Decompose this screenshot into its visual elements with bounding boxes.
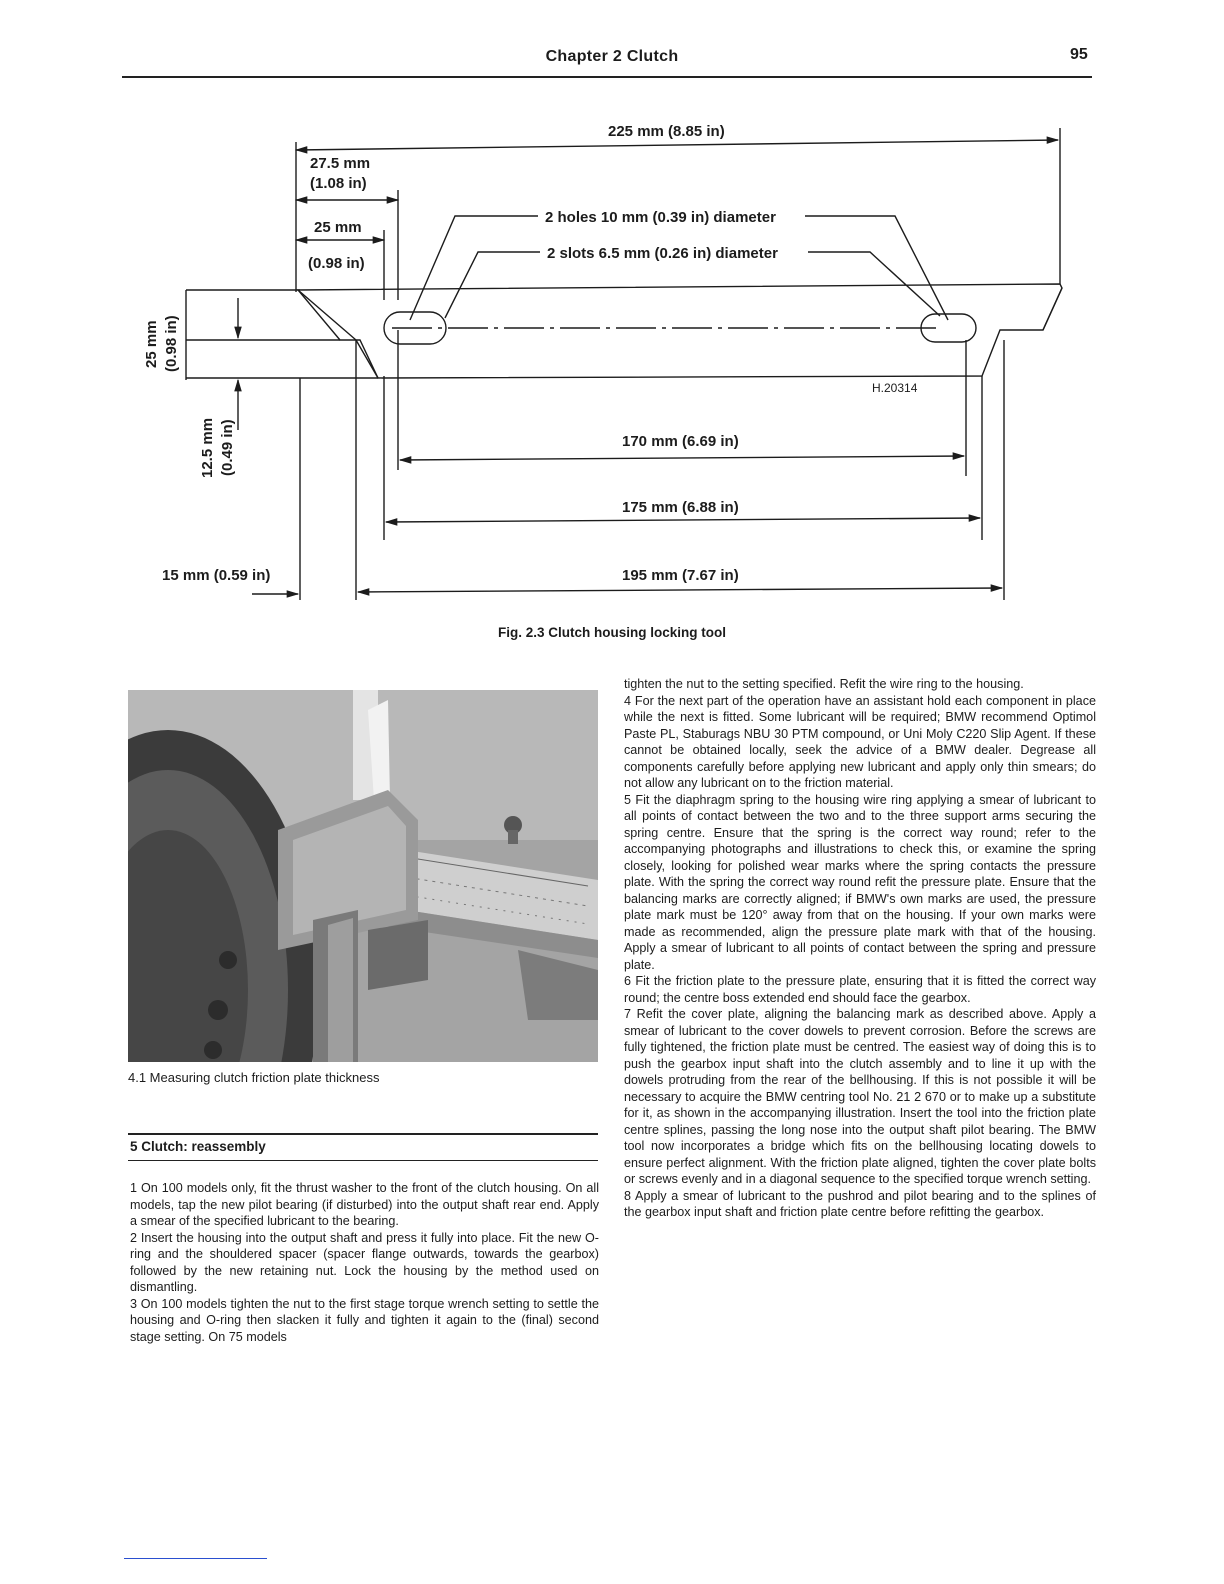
dim-v25-mm-label: 25 mm	[143, 320, 160, 368]
tool-outline	[298, 284, 1062, 378]
chapter-title: Chapter 2 Clutch	[545, 48, 679, 65]
caliper-photo	[128, 690, 598, 1062]
dim-27-in-label: (1.08 in)	[310, 175, 367, 192]
clutch-locking-tool-drawing	[0, 0, 1224, 620]
section-heading: 5 Clutch: reassembly	[130, 1139, 266, 1154]
dim-v125-mm-label: 12.5 mm	[199, 417, 216, 478]
figure-caption: Fig. 2.3 Clutch housing locking tool	[498, 625, 726, 640]
dim-v25-in-label: (0.98 in)	[163, 315, 180, 372]
slots-label: 2 slots 6.5 mm (0.26 in) diameter	[547, 245, 778, 262]
page-number: 95	[1070, 46, 1088, 63]
dim-15-label: 15 mm (0.59 in)	[162, 567, 271, 584]
paragraph: 4 For the next part of the operation have an assistant hold each component in place while the next is fitted. Some lubricant will be required; BMW recommend Optimol Paste PL, Staburags NBU 30 PTM compound, or Uni Moly C220 Slip Agent. If these cannot be obtained locally, seek the advice of a BMW dealer. Degrease all components carefully before applying new lubricant and apply only thin smears; do not allow any lubricant on to the friction material.	[624, 693, 1096, 790]
dim-195-label: 195 mm (7.67 in)	[622, 567, 739, 584]
right-text-column	[624, 676, 1096, 1221]
dim-170-label: 170 mm (6.69 in)	[622, 433, 739, 450]
drawing-ref-code: H.20314	[872, 381, 918, 395]
left-text-column	[130, 1180, 599, 1345]
dim-25-in-label: (0.98 in)	[308, 255, 365, 272]
dim-v125-in-label: (0.49 in)	[219, 419, 236, 476]
paragraph: 5 Fit the diaphragm spring to the housing wire ring applying a smear of lubricant to all points of contact between the two and to the three support arms securing the spring centre. Ensure that the spring is the correct way round; refer to the accompanying photographs and illustrations to check this, or examine the spring closely, looking for polished wear marks where the spring contacts the pressure plate. With the spring the correct way round refit the pressure plate. Ensure that the balancing marks are correctly aligned; if BMW's own marks are used, the pressure plate mark must be 120° away from that on the housing. If your own marks were made as recommended, align the pressure plate mark with that of the housing. Apply a smear of lubricant to all points of contact between the spring and pressure plate.	[624, 792, 1096, 972]
holes-label: 2 holes 10 mm (0.39 in) diameter	[545, 209, 776, 226]
photo-caption: 4.1 Measuring clutch friction plate thickness	[128, 1070, 380, 1085]
dim-175-label: 175 mm (6.88 in)	[622, 499, 739, 516]
footer-rule	[124, 1558, 267, 1559]
paragraph: 8 Apply a smear of lubricant to the pushrod and pilot bearing and to the splines of the gearbox input shaft and friction plate centre before refitting the gearbox.	[624, 1188, 1096, 1219]
section-rule-top	[128, 1133, 598, 1135]
paragraph: tighten the nut to the setting specified. Refit the wire ring to the housing.	[624, 677, 1024, 691]
dim-27-mm-label: 27.5 mm	[310, 155, 371, 172]
section-rule-bottom	[128, 1160, 598, 1161]
paragraph: 3 On 100 models tighten the nut to the first stage torque wrench setting to settle the housing and O-ring then slacken it fully and tighten it again to the (final) second stage setting. On 75 models	[130, 1296, 599, 1344]
dim-overall-label: 225 mm (8.85 in)	[608, 123, 725, 140]
paragraph: 6 Fit the friction plate to the pressure plate, ensuring that it is fitted the correct way round; the centre boss extended end should face the gearbox.	[624, 974, 1096, 1005]
paragraph: 2 Insert the housing into the output shaft and press it fully into place. Fit the new O-ring and the shouldered spacer (spacer flange outwards, towards the gearbox) followed by the new retaining nut. Lock the housing by the method used on dismantling.	[130, 1230, 599, 1294]
paragraph: 1 On 100 models only, fit the thrust washer to the front of the clutch housing. On all models, tap the new pilot bearing (if disturbed) into the output shaft rear end. Apply a smear of the specified lubricant to the bearing.	[130, 1181, 599, 1228]
paragraph: 7 Refit the cover plate, aligning the balancing mark as described above. Apply a smear of lubricant to the cover dowels to prevent corrosion. Before the screws are fully tightened, the friction plate must be centred. The easiest way of doing this is to push the gearbox input shaft into the clutch assembly and to line it up with the dowels protruding from the rear of the bellhousing. If this is not possible it will be necessary to acquire the BMW centring tool No. 21 2 670 or to make up a substitute for it, as shown in the accompanying illustration. Insert the tool into the friction plate centre splines, passing the long nose into the output shaft pilot bearing. The BMW tool now incorporates a bridge which fits on the bellhousing locating dowels to ensure perfect alignment. With the friction plate aligned, tighten the cover plate bolts or screws evenly and in a diagonal sequence to the specified torque wrench setting.	[624, 1007, 1096, 1186]
dim-25-mm-label: 25 mm	[314, 219, 362, 236]
